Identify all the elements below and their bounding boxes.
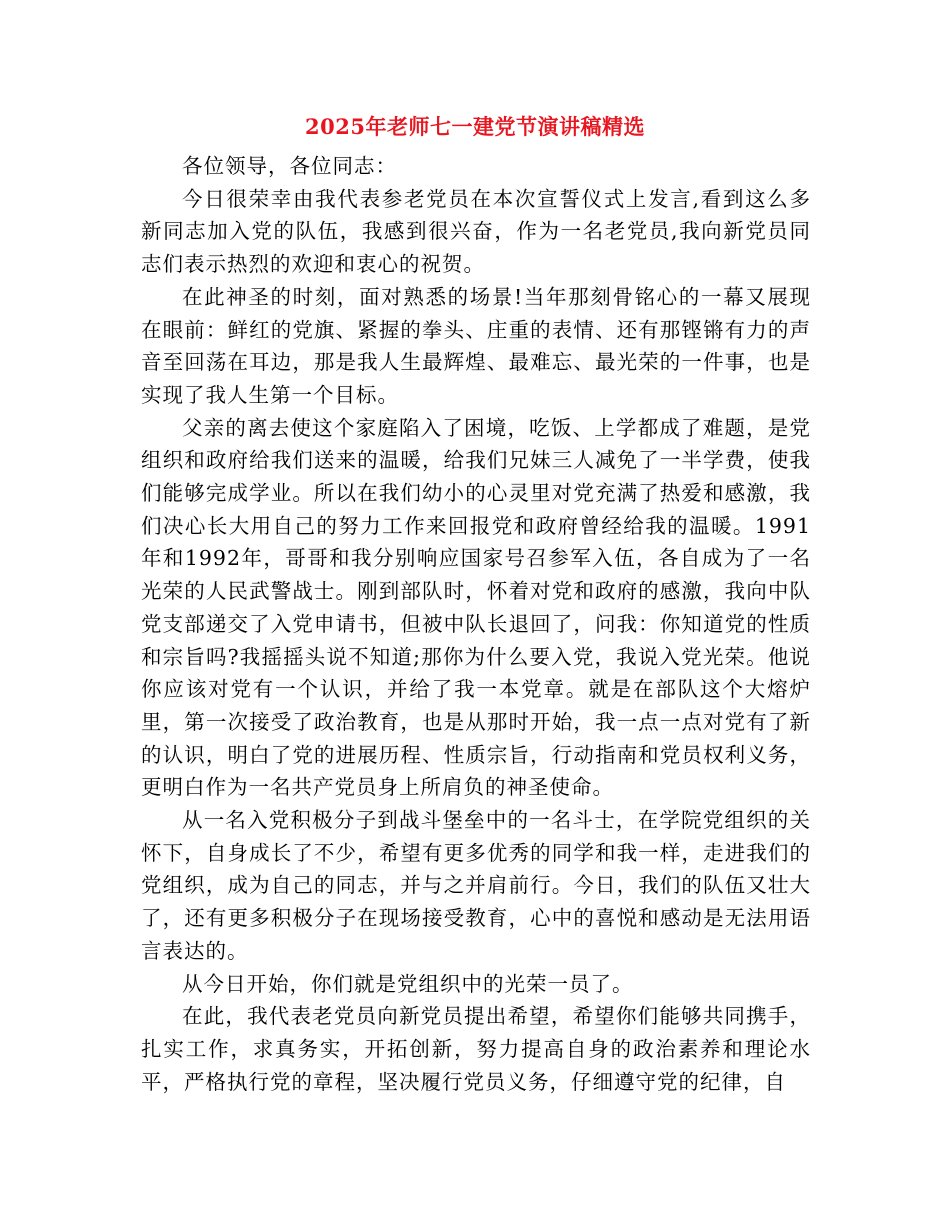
paragraph: 父亲的离去使这个家庭陷入了困境，吃饭、上学都成了难题，是党组织和政府给我们送来的温暖，给我们兄妹三人减免了一半学费，使我们能够完成学业。所以在我们幼小的心灵里对党充满了热爱和感激，我们决心长大用自己的努力工作来回报党和政府曾经给我的温暖。1991年和1992年，哥哥和我分别响应国家号召参军入伍，各自成为了一名光荣的人民武警战士。刚到部队时，怀着对党和政府的感激，我向中队党支部递交了入党申请书，但被中队长退回了，问我：你知道党的性质和宗旨吗?我摇摇头说不知道;那你为什么要入党，我说入党光荣。他说你应该对党有一个认识，并给了我一本党章。就是在部队这个大熔炉里，第一次接受了政治教育，也是从那时开始，我一点一点对党有了新的认识，明白了党的进展历程、性质宗旨，行动指南和党员权利义务，更明白作为一名共产党员身上所肩负的神圣使命。 <box>141 415 811 800</box>
paragraph: 今日很荣幸由我代表参老党员在本次宣誓仪式上发言,看到这么多新同志加入党的队伍，我感到很兴奋，作为一名老党员,我向新党员同志们表示热烈的欢迎和衷心的祝贺。 <box>141 186 811 277</box>
paragraph: 从今日开始，你们就是党组织中的光荣一员了。 <box>182 971 634 996</box>
paragraph: 各位领导，各位同志： <box>182 154 397 178</box>
paragraph: 在此，我代表老党员向新党员提出希望，希望你们能够共同携手，扎实工作，求真务实，开拓创新，努力提高自身的政治素养和理论水平，严格执行党的章程，坚决履行党员义务，仔细遵守党的纪律，自 <box>141 1004 811 1094</box>
paragraph: 在此神圣的时刻，面对熟悉的场景!当年那刻骨铭心的一幕又展现在眼前：鲜红的党旗、紧握的拳头、庄重的表情、还有那铿锵有力的声音至回荡在耳边，那是我人生最辉煌、最难忘、最光荣的一件事，也是实现了我人生第一个目标。 <box>141 284 811 407</box>
document-body <box>141 150 811 1098</box>
document-title: 2025年老师七一建党节演讲稿精选 <box>305 114 645 139</box>
paragraph: 从一名入党积极分子到战斗堡垒中的一名斗士，在学院党组织的关怀下，自身成长了不少，希望有更多优秀的同学和我一样，走进我们的党组织，成为自己的同志，并与之并肩前行。今日，我们的队伍又壮大了，还有更多积极分子在现场接受教育，心中的喜悦和感动是无法用语言表达的。 <box>141 808 811 963</box>
